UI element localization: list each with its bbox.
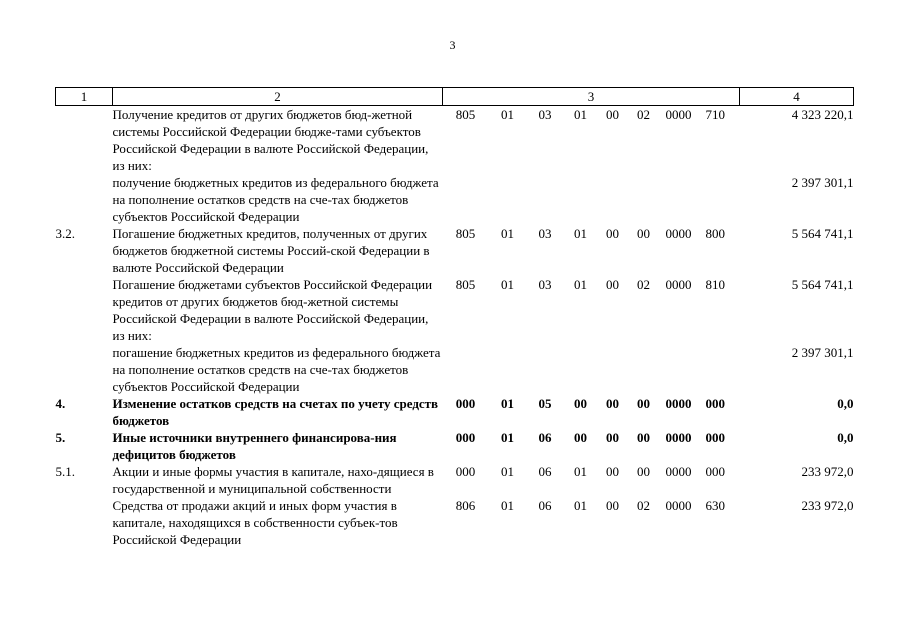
classification-code: 000 [705,396,725,411]
classification-code: 00 [606,396,619,411]
classification-code: 06 [538,498,552,513]
classification-code: 805 [455,226,476,241]
classification-code: 00 [606,277,619,292]
classification-code: 00 [637,430,650,445]
classification-code [564,174,598,225]
classification-code [443,174,489,225]
classification-code [564,344,598,395]
row-description: Средства от продажи акций и иных форм участия в капитале, находящихся в собственности субъек-тов Российской Федерации [112,498,398,547]
classification-code: 01 [501,277,514,292]
classification-code: 00 [637,396,650,411]
classification-code: 805 [455,107,476,122]
row-number: 4. [55,396,66,411]
classification-code [489,174,527,225]
row-description: погашение бюджетных кредитов из федерального бюджета на пополнение остатков средств на сче-тах бюджетов субъектов Российской Федерации [112,345,441,394]
column-header-2: 2 [113,88,443,106]
classification-code: 0000 [665,430,692,445]
classification-code: 00 [574,396,587,411]
table-row [56,395,854,429]
classification-code: 805 [455,277,476,292]
table-row [56,344,854,395]
classification-code: 02 [637,498,650,513]
classification-code [628,344,660,395]
classification-code: 00 [606,430,619,445]
classification-code [598,344,628,395]
classification-code: 0000 [665,107,692,122]
classification-code: 03 [538,107,552,122]
row-description: получение бюджетных кредитов из федерального бюджета на пополнение остатков средств на сче-тах бюджетов субъектов Российской Федерации [112,175,439,224]
header-row [56,88,854,106]
classification-code [527,344,564,395]
classification-code: 00 [574,430,587,445]
row-description: Получение кредитов от других бюджетов бюд-жетной системы Российской Федерации бюдже-тами субъектов Российской Федерации в валюте Российской Федерации, из них: [112,107,429,173]
classification-code [489,344,527,395]
classification-code: 00 [606,107,619,122]
page-number: 3 [449,38,456,52]
classification-code: 00 [606,464,619,479]
classification-code: 000 [455,464,476,479]
column-header-4: 4 [740,88,854,106]
classification-code: 0000 [665,464,692,479]
row-number [56,174,113,225]
classification-code: 0000 [665,396,692,411]
classification-code [598,174,628,225]
classification-code: 01 [501,430,514,445]
classification-code: 000 [705,464,725,479]
classification-code: 00 [637,226,650,241]
classification-code: 03 [538,277,552,292]
classification-code: 06 [538,464,552,479]
classification-code [698,174,740,225]
classification-code: 01 [574,464,587,479]
row-number [56,497,113,548]
classification-code: 00 [637,464,650,479]
row-number [56,276,113,344]
table-body [56,106,854,549]
classification-code [660,344,698,395]
classification-code: 02 [637,277,650,292]
classification-code [527,174,564,225]
classification-code: 000 [705,430,725,445]
row-amount: 2 397 301,1 [791,345,854,360]
table-row [56,429,854,463]
row-description: Погашение бюджетных кредитов, полученных от других бюджетов бюджетной системы Россий-ской Федерации в валюте Российской Федерации [112,226,430,275]
classification-code: 01 [501,107,514,122]
row-description: Иные источники внутреннего финансирова-ния дефицитов бюджетов [112,430,397,462]
classification-code [698,344,740,395]
row-amount: 5 564 741,1 [791,226,854,241]
table-row [56,276,854,344]
classification-code [660,174,698,225]
row-amount: 0,0 [837,396,854,411]
column-header-1: 1 [56,88,113,106]
table-row [56,106,854,175]
classification-code: 800 [705,226,725,241]
classification-code: 00 [606,226,619,241]
classification-code: 0000 [665,498,692,513]
row-amount: 233 972,0 [801,464,854,479]
classification-code: 806 [455,498,476,513]
row-amount: 0,0 [837,430,854,445]
classification-code [443,344,489,395]
row-description: Изменение остатков средств на счетах по учету средств бюджетов [112,396,439,428]
row-number: 5. [55,430,66,445]
classification-code: 01 [501,226,514,241]
classification-code: 01 [574,107,587,122]
row-number [56,106,113,175]
row-number: 5.1. [55,464,75,479]
row-amount: 5 564 741,1 [791,277,854,292]
row-amount: 4 323 220,1 [791,107,854,122]
column-header-3: 3 [443,88,740,106]
classification-code: 000 [455,396,476,411]
classification-code: 06 [538,430,552,445]
classification-code: 0000 [665,226,692,241]
classification-code: 000 [455,430,476,445]
classification-code: 0000 [665,277,692,292]
classification-code: 05 [538,396,552,411]
classification-code: 01 [574,277,587,292]
classification-code: 01 [501,498,514,513]
row-amount: 2 397 301,1 [791,175,854,190]
classification-code: 01 [574,226,587,241]
row-description: Акции и иные формы участия в капитале, нахо-дящиеся в государственной и муниципальной собственности [112,464,434,496]
classification-code: 630 [705,498,725,513]
classification-code: 710 [705,107,725,122]
classification-code: 00 [606,498,619,513]
classification-code: 02 [637,107,650,122]
classification-code: 810 [705,277,725,292]
table-row [56,225,854,276]
row-amount: 233 972,0 [801,498,854,513]
row-number [56,344,113,395]
budget-sources-table [55,87,854,548]
table-row [56,174,854,225]
classification-code: 01 [501,396,514,411]
classification-code: 01 [501,464,514,479]
classification-code: 03 [538,226,552,241]
row-number: 3.2. [55,226,75,241]
row-description: Погашение бюджетами субъектов Российской Федерации кредитов от других бюджетов бюд-жетной системы Российской Федерации в валюте Российской Федерации, из них: [112,277,433,343]
classification-code: 01 [574,498,587,513]
table-row [56,463,854,497]
table-row [56,497,854,548]
classification-code [628,174,660,225]
